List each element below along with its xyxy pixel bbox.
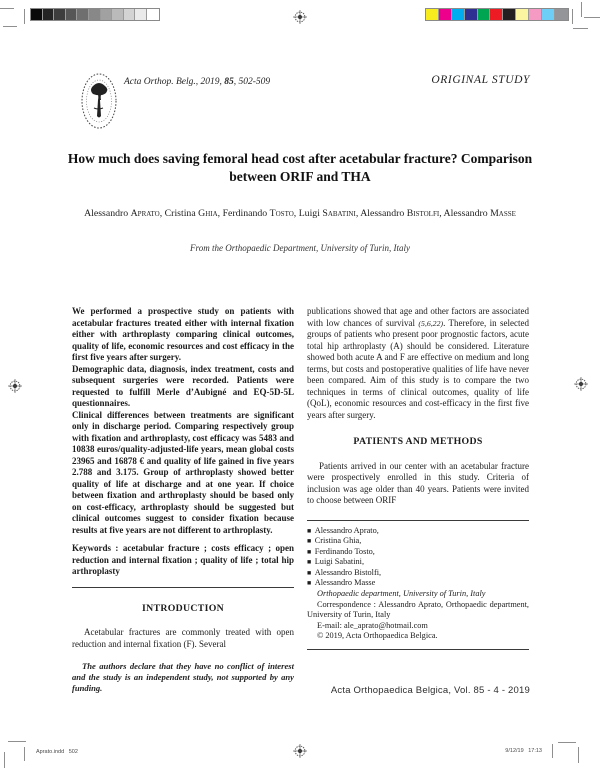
author-surname: Ghia [198, 208, 218, 219]
author-affiliation-block [307, 520, 529, 651]
keywords-text: : acetabular fracture ; costs efficacy ; open reduction and internal fixation ; quality of life ; total hip arthroplasty [72, 543, 294, 576]
grayscale-swatch [101, 9, 113, 20]
conflict-of-interest-footnote: The authors declare that they have no conflict of interest and the study is an independent study, not supported by any funding. [72, 661, 294, 693]
authors-line: Alessandro Aprato, Cristina Ghia, Ferdinando Tosto, Luigi Sabatini, Alessandro Bistolfi, Alessandro Masse [84, 208, 516, 219]
grayscale-swatch [124, 9, 136, 20]
registration-mark-icon [8, 379, 22, 393]
color-swatch [503, 9, 516, 20]
affiliation-author: ■ Alessandro Aprato, [307, 526, 529, 537]
introduction-paragraph: Acetabular fractures are commonly treated with open reduction and internal fixation (F). Several [72, 627, 294, 649]
crop-mark [573, 28, 588, 29]
color-swatch [478, 9, 491, 20]
color-swatch [516, 9, 529, 20]
right-column [307, 306, 529, 693]
keywords-paragraph [72, 543, 294, 578]
journal-pages: , 502-509 [233, 77, 271, 87]
crop-mark [0, 8, 14, 9]
affiliation-author: ■ Alessandro Bistolfi, [307, 568, 529, 579]
crop-mark [581, 2, 582, 17]
body-paragraph: publications showed that age and other factors are associated with low chances of survival (5,6,22). Therefore, in selected groups of patients who present poor prognostic factors, acute total hip arthroplasty (A) should be considered. Literature showed both acute A and F are effective on medium and long terms, but costs and postoperative qualities of life have never been compared. Aim of this study is to compare the two techniques in terms of clinical outcomes, quality of life (QoL), economic resources and cost-efficacy in the first five years after surgery. [307, 306, 529, 420]
author-given: Cristina [164, 208, 199, 219]
crop-mark [552, 744, 553, 758]
journal-footer: Acta Orthopaedica Belgica, Vol. 85 - 4 - 2019 [330, 685, 530, 696]
author-surname: Tosto [269, 208, 294, 219]
abstract-paragraph: We performed a prospective study on patients with acetabular fractures treated either with internal fixation either with arthroplasty comparing clinical outcomes, quality of life, economic resources and cost efficacy in the first five years after surgery. [72, 306, 294, 362]
journal-reference [124, 77, 270, 87]
registration-mark-icon [574, 377, 588, 391]
grayscale-swatch [66, 9, 78, 20]
affiliation-department: Orthopaedic department, University of Turin, Italy [317, 589, 486, 599]
color-swatch [529, 9, 542, 20]
email-line: E-mail: ale_aprato@hotmail.com [317, 620, 428, 630]
color-swatch [465, 9, 478, 20]
author-surname: Bistolfi [406, 208, 440, 219]
author-given: Luigi [298, 208, 323, 219]
grayscale-swatch [89, 9, 101, 20]
author-given: Alessandro [443, 208, 491, 219]
affiliation-author: ■ Luigi Sabatini, [307, 557, 529, 568]
section-divider [72, 587, 294, 588]
crop-mark [24, 747, 25, 761]
crop-mark [8, 741, 26, 742]
crop-mark [4, 752, 5, 768]
grayscale-swatch [135, 9, 147, 20]
grayscale-swatch [147, 9, 159, 20]
citation-reference: (5,6,22) [418, 318, 444, 328]
correspondence-line: Correspondence : Alessandro Aprato, Orthopaedic department, University of Turin, Italy [307, 599, 529, 620]
color-swatch [542, 9, 555, 20]
keywords-label: Keywords [72, 543, 111, 553]
article-title: How much does saving femoral head cost after acetabular fracture? Comparison between ORIF and THA [67, 151, 533, 184]
affiliation-author: ■ Ferdinando Tosto, [307, 547, 529, 558]
author-surname: Sabatini [322, 208, 356, 219]
abstract-paragraph: Demographic data, diagnosis, index treatment, costs and subsequent surgeries were recorded. Patients were requested to fulfill Merle d’Aubigné and EQ-5D-5L questionnaires. [72, 363, 294, 408]
author-surname: Masse [490, 208, 516, 219]
color-swatch [490, 9, 503, 20]
author-given: Alessandro [360, 208, 407, 219]
institution-line: From the Orthopaedic Department, University of Turin, Italy [190, 243, 410, 253]
affiliation-author: ■ Alessandro Masse [307, 578, 529, 589]
color-calibration-bar [425, 8, 569, 21]
print-slug-filename: Aprato.indd 502 [36, 749, 78, 755]
color-swatch [426, 9, 439, 20]
crop-mark [578, 747, 579, 763]
color-swatch [452, 9, 465, 20]
print-slug-timestamp: 9/12/19 17:13 [505, 748, 542, 754]
introduction-heading: INTRODUCTION [142, 602, 224, 614]
crop-mark [24, 9, 25, 24]
author-given: Ferdinando [222, 208, 270, 219]
grayscale-swatch [112, 9, 124, 20]
registration-mark-icon [293, 10, 307, 24]
body-columns [72, 306, 530, 693]
grayscale-swatch [77, 9, 89, 20]
grayscale-swatch [54, 9, 66, 20]
crop-mark [558, 742, 576, 743]
crop-mark [584, 17, 600, 18]
grayscale-swatch [43, 9, 55, 20]
left-column [72, 306, 294, 693]
journal-seal-logo [80, 72, 118, 130]
crop-mark [3, 26, 17, 27]
body-paragraph: Patients arrived in our center with an acetabular fracture were prospectively enrolled in this study. Criteria of inclusion was age older than 40 years. Patients were invited to choose between ORIF [307, 460, 529, 505]
crop-mark [572, 9, 573, 24]
copyright-line: © 2019, Acta Orthopaedica Belgica. [317, 631, 438, 641]
author-given: Alessandro [84, 208, 131, 219]
color-swatch [439, 9, 452, 20]
patients-methods-heading: PATIENTS AND METHODS [353, 436, 483, 447]
registration-mark-icon [293, 744, 307, 758]
grayscale-swatch [31, 9, 43, 20]
abstract-paragraph: Clinical differences between treatments are significant only in discharge period. Comparing respectively group with fixation and arthroplasty, cost efficacy was 5483 and 10838 euros/quality-adjusted-life years, mean global costs 23965 and 16878 € and quality of life gained in five years 2.788 and 3.175. Group of arthroplasty showed better quality of life at discharge and at one year. If choice between fixation and arthroplasty should be based only on cost-efficacy, arthroplasty should be suggested but clinical outcomes suggest to consider fixation because results at five years are not different to arthroplasty. [72, 409, 294, 535]
author-surname: Aprato [130, 208, 160, 219]
grayscale-calibration-bar [30, 8, 160, 21]
color-swatch [555, 9, 568, 20]
article-type-label: ORIGINAL STUDY [431, 74, 530, 86]
journal-volume: 85 [224, 77, 234, 87]
journal-reference-text: Acta Orthop. Belg., 2019, [124, 77, 225, 87]
affiliation-author: ■ Cristina Ghia, [307, 536, 529, 547]
